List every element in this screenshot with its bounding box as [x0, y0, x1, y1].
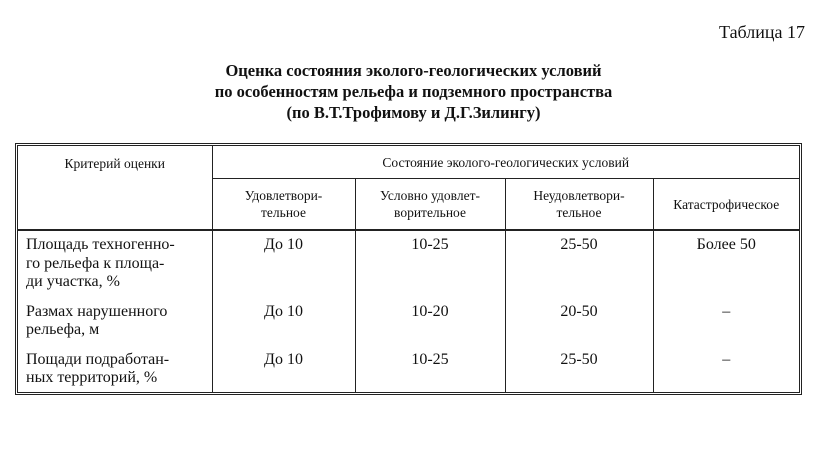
state-header: Состояние эколого-геологических условий — [212, 146, 799, 179]
table-row — [18, 298, 799, 346]
value-cell: 20-50 — [505, 298, 653, 346]
value-cell: 10-20 — [355, 298, 505, 346]
title-line-2: по особенностям рельефа и подземного пространства — [214, 82, 613, 101]
criterion-cell: Размах нарушенного рельефа, м — [18, 298, 212, 346]
criterion-cell: Площадь техногенно- го рельефа к площа- ди участка, % — [18, 230, 212, 298]
title-line-1: Оценка состояния эколого-геологических условий — [225, 61, 602, 80]
assessment-table — [15, 143, 802, 395]
column-header-unsatisfactory: Неудовлетвори- тельное — [505, 179, 653, 231]
column-header-catastrophic: Катастрофическое — [673, 196, 780, 212]
table-number: Таблица 17 — [719, 22, 805, 42]
value-cell: 25-50 — [505, 230, 653, 298]
value-cell: 10-25 — [355, 346, 505, 392]
column-header-satisfactory: Удовлетвори- тельное — [212, 179, 355, 231]
value-cell: До 10 — [212, 346, 355, 392]
assessment-table-grid — [18, 146, 799, 392]
criterion-cell: Пощади подработан- ных территорий, % — [18, 346, 212, 392]
value-cell: 25-50 — [505, 346, 653, 392]
value-cell: Более 50 — [653, 230, 799, 298]
column-header-conditionally-satisfactory: Условно удовлет- ворительное — [355, 179, 505, 231]
value-cell: – — [722, 350, 731, 368]
value-cell: До 10 — [212, 298, 355, 346]
value-cell: – — [722, 302, 731, 320]
value-cell: До 10 — [212, 230, 355, 298]
criterion-header: Критерий оценки — [18, 146, 212, 230]
title-line-3: (по В.Т.Трофимову и Д.Г.Зилингу) — [286, 103, 541, 122]
table-row — [18, 346, 799, 392]
table-row — [18, 230, 799, 298]
value-cell: 10-25 — [355, 230, 505, 298]
table-title — [0, 60, 827, 123]
